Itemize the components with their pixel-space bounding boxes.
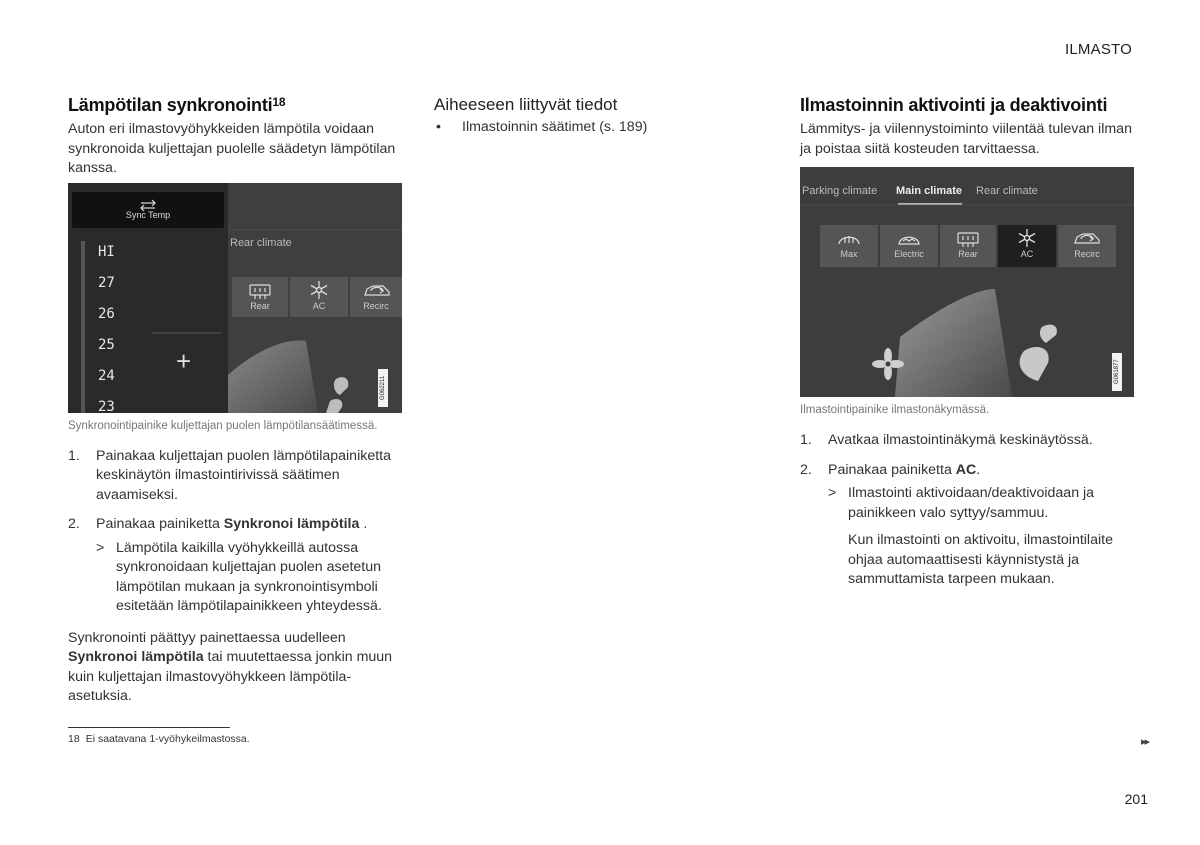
electric-button-label[interactable]: Electric bbox=[894, 249, 924, 259]
page-number: 201 bbox=[1124, 791, 1148, 807]
rear-button-label[interactable]: Rear bbox=[250, 300, 270, 311]
figure-caption-ac: Ilmastointipainike ilmastonäkymässä. bbox=[800, 404, 990, 416]
ac-note: Kun ilmastointi on aktivoitu, ilmastointilaite ohjaa automaattisesti käynnistystä ja sammuttamista tarpeen mukaan. bbox=[848, 532, 1113, 587]
footnote bbox=[68, 733, 250, 745]
footnote-text: Ei saatavana 1-vyöhykeilmastossa. bbox=[85, 733, 250, 745]
step-item: 2. Painakaa painiketta AC. > Ilmastointi aktivoidaan/deaktivoidaan ja painikkeen valo syttyy/sammuu. Kun ilmastointi on aktivoitu, ilmastointilaite ohjaa automaattisesti käynnistystä ja sammuttamista tarpeen mukaan. bbox=[800, 461, 1135, 590]
ui-term-sync-end: Synkronoi lämpötila bbox=[68, 649, 204, 665]
tab-rear-climate[interactable]: Rear climate bbox=[976, 185, 1038, 197]
climate-view-screenshot bbox=[800, 167, 1134, 397]
figure-id: G062211 bbox=[378, 369, 388, 407]
rear-button-label[interactable]: Rear bbox=[958, 249, 978, 259]
footnote-number: 18 bbox=[68, 733, 80, 745]
ui-term-sync: Synkronoi lämpötila bbox=[223, 516, 360, 532]
sync-temp-screenshot bbox=[68, 183, 402, 413]
recirc-button-label[interactable]: Recirc bbox=[1074, 249, 1100, 259]
intro-sync-temp: Auton eri ilmastovyöhykkeiden lämpötila voidaan synkronoida kuljettajan puolelle säädetyn lämpötilan kanssa. bbox=[68, 121, 396, 176]
intro-ac: Lämmitys- ja viilennystoiminto viilentää tulevan ilman ja poistaa siitä kosteuden tarvittaessa. bbox=[800, 121, 1132, 157]
temp-27[interactable]: 27 bbox=[98, 274, 115, 291]
steps-sync bbox=[68, 447, 400, 617]
figure-id: G061877 bbox=[1112, 353, 1122, 391]
sync-end-paragraph: Synkronointi päättyy painettaessa uudelleen Synkronoi lämpötila tai muutettaessa jonkin muun kuin kuljettajan ilmastovyöhykkeen lämpötila-asetuksia. bbox=[68, 629, 393, 704]
temp-26[interactable]: 26 bbox=[98, 305, 115, 322]
temp-24[interactable]: 24 bbox=[98, 367, 115, 384]
sync-temp-button-label[interactable]: Sync Temp bbox=[125, 209, 171, 220]
plus-icon[interactable]: + bbox=[176, 345, 192, 376]
ac-button-label[interactable]: AC bbox=[312, 300, 326, 311]
section-label: ILMASTO bbox=[1065, 41, 1132, 58]
heading-sync-temp: Lämpötilan synkronointi$^{18}$ bbox=[68, 95, 286, 115]
step-item: 1. Painakaa kuljettajan puolen lämpötilapainiketta keskinäytön ilmastointirivissä säätimen avaamiseksi. bbox=[68, 447, 391, 503]
ac-button-label[interactable]: AC bbox=[1020, 249, 1034, 259]
footnote-divider bbox=[68, 727, 230, 728]
column-related bbox=[434, 94, 734, 138]
step-result: > Lämpötila kaikilla vyöhykkeillä autossa synkronoidaan kuljettajan puolen asetetun lämpötilan mukaan ja synkronointisymboli esitetään lämpötilapainikkeen yhteydessä. bbox=[96, 539, 382, 614]
column-ac bbox=[800, 94, 1135, 598]
heading-related: Aiheeseen liittyvät tiedot bbox=[434, 95, 618, 114]
related-link[interactable]: • Ilmastoinnin säätimet (s. 189) bbox=[436, 119, 648, 135]
continue-arrows-icon: ▸▸ bbox=[1140, 736, 1148, 748]
recirc-button-label[interactable]: Recirc bbox=[363, 300, 389, 311]
step-item: 1. Avatkaa ilmastointinäkymä keskinäytössä. bbox=[800, 432, 1093, 448]
step-result: > Ilmastointi aktivoidaan/deaktivoidaan ja painikkeen valo syttyy/sammuu. bbox=[828, 485, 1095, 521]
figure-caption-sync: Synkronointipainike kuljettajan puolen lämpötilansäätimessä. bbox=[68, 419, 378, 432]
temp-25[interactable]: 25 bbox=[98, 336, 115, 353]
tab-rear-climate[interactable]: Rear climate bbox=[230, 236, 292, 249]
ui-term-ac: AC bbox=[955, 461, 977, 478]
step-item: 2. Painakaa painiketta Synkronoi lämpötila . > Lämpötila kaikilla vyöhykkeillä autossa synkronoidaan kuljettajan puolen asetetun lämpötilan mukaan ja synkronointisymboli esitetään lämpötilapainikkeen yhteydessä. bbox=[68, 515, 400, 617]
steps-ac bbox=[800, 431, 1135, 590]
tab-parking-climate[interactable]: Parking climate bbox=[802, 185, 878, 197]
temp-hi[interactable]: HI bbox=[98, 243, 115, 260]
column-sync-temp bbox=[68, 94, 400, 707]
tab-main-climate[interactable]: Main climate bbox=[896, 185, 963, 197]
temp-23[interactable]: 23 bbox=[98, 398, 115, 413]
footnote-ref: 18 bbox=[272, 95, 286, 109]
max-button-label[interactable]: Max bbox=[840, 249, 858, 259]
heading-ac: Ilmastoinnin aktivointi ja deaktivointi bbox=[800, 95, 1108, 115]
